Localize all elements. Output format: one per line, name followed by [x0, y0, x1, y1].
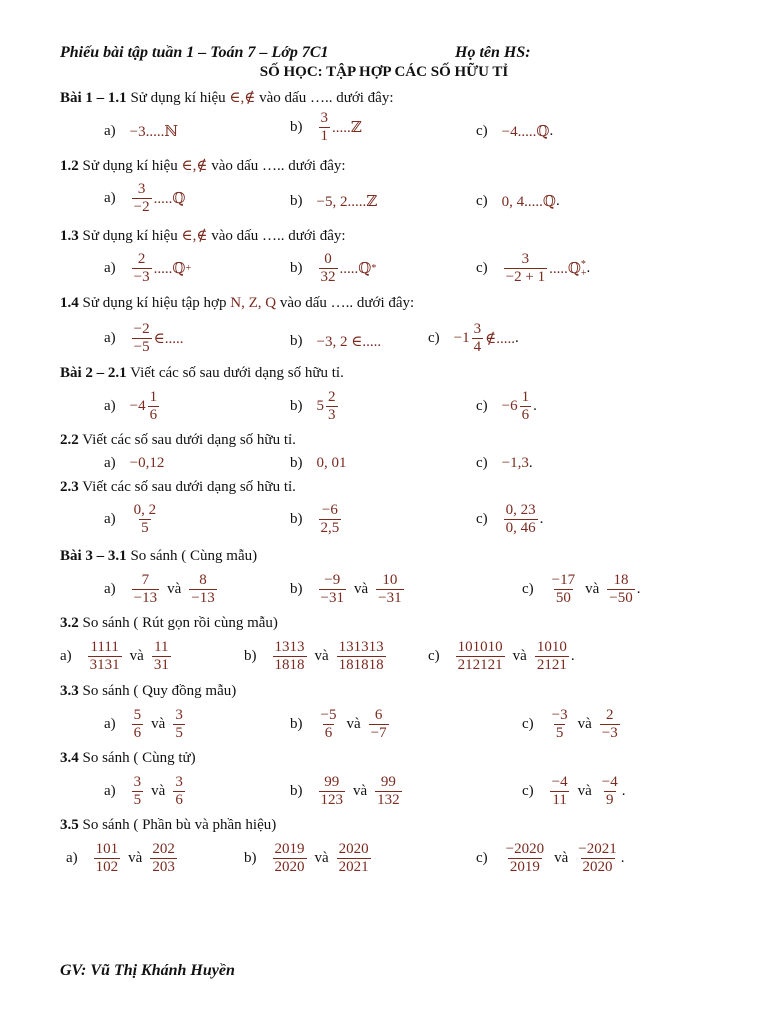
teacher-signature: GV: Vũ Thị Khánh Huyền	[60, 962, 235, 979]
section-1-2: 1.2 Sử dụng kí hiệu ∈,∉ vào dấu ….. dưới đây:	[60, 158, 346, 174]
exercise-3-2-c: c) $\frac{101010}{212121}$ và $\frac{1010}{2121}$ .	[428, 639, 575, 673]
exercise-1-2-c: c) 0, 4.....ℚ .	[476, 193, 560, 210]
exercise-2-1-c: c) −6 $\frac{1}{6}$ .	[476, 389, 537, 423]
exercise-1-1-c: c) −4.....ℚ .	[476, 123, 554, 140]
section-1-4: 1.4 Sử dụng kí hiệu tập hợp N, Z, Q vào dấu ….. dưới đây:	[60, 295, 415, 311]
exercise-1-3-c: c) $\frac{3}{-2 + 1}$ .....ℚ * + .	[476, 251, 591, 285]
section-3-4: 3.4 So sánh ( Cùng tử)	[60, 750, 196, 766]
section-2-3: 2.3 Viết các số sau dưới dạng số hữu tỉ.	[60, 479, 296, 495]
exercise-3-4-b: b) $\frac{99}{123}$ và $\frac{99}{132}$	[290, 774, 400, 808]
exercise-2-2-c: c) −1,3 .	[476, 455, 533, 471]
exercise-1-4-c: c) −1 $\frac{3}{4}$ ∉..... .	[428, 321, 519, 355]
exercise-3-5-b: b) $\frac{2019}{2020}$ và $\frac{2020}{2021}$	[244, 841, 369, 875]
exercise-1-4-a: a) $\frac{-2}{-5}$ ∈.....	[104, 321, 184, 355]
section-2-2: 2.2 Viết các số sau dưới dạng số hữu tỉ.	[60, 432, 296, 448]
exercise-2-3-c: c) $\frac{0, 23}{0, 46}$ .	[476, 502, 544, 536]
exercise-3-2-b: b) $\frac{1313}{1818}$ và $\frac{131313}{181818}$	[244, 639, 384, 673]
exercise-3-5-a: a) $\frac{101}{102}$ và $\frac{202}{203}$	[66, 841, 175, 875]
worksheet-title: Phiếu bài tập tuần 1 – Toán 7 – Lớp 7C1	[60, 44, 329, 61]
exercise-1-1-b: b) $\frac{3}{1}$ .....ℤ	[290, 110, 362, 144]
exercise-2-2-b: b) 0, 01	[290, 455, 347, 471]
section-3-2: 3.2 So sánh ( Rút gọn rồi cùng mẫu)	[60, 615, 278, 631]
section-3-1: Bài 3 – 3.1 So sánh ( Cùng mẫu)	[60, 548, 258, 564]
exercise-3-3-a: a) $\frac{5}{6}$ và $\frac{3}{5}$	[104, 707, 183, 741]
section-1-1: Bài 1 – 1.1 Sử dụng kí hiệu ∈,∉ vào dấu ….. dưới đây:	[60, 90, 394, 106]
section-3-3: 3.3 So sánh ( Quy đồng mẫu)	[60, 683, 237, 699]
exercise-2-3-a: a) $\frac{0, 2}{5}$	[104, 502, 157, 536]
exercise-2-3-b: b) $\frac{-6}{2,5}$	[290, 502, 340, 536]
exercise-3-4-a: a) $\frac{3}{5}$ và $\frac{3}{6}$	[104, 774, 183, 808]
exercise-3-4-c: c) $\frac{-4}{11}$ và $\frac{-4}{9}$ .	[522, 774, 626, 808]
exercise-1-2-b: b) −5, 2.....ℤ	[290, 193, 378, 210]
exercise-1-4-b: b) −3, 2 ∈.....	[290, 333, 382, 350]
exercise-3-2-a: a) $\frac{1111}{3131}$ và $\frac{11}{31}$	[60, 639, 169, 673]
exercise-3-1-c: c) $\frac{-17}{50}$ và $\frac{18}{-50}$ .	[522, 572, 641, 606]
student-name-label: Họ tên HS:	[455, 44, 531, 61]
exercise-2-1-a: a) −4 $\frac{1}{6}$	[104, 389, 158, 423]
exercise-1-2-a: a) $\frac{3}{-2}$ .....ℚ	[104, 181, 186, 215]
exercise-3-3-b: b) $\frac{-5}{6}$ và $\frac{6}{-7}$	[290, 707, 387, 741]
exercise-2-2-a: a) −0,12	[104, 455, 165, 471]
exercise-1-3-b: b) $\frac{0}{32}$ .....ℚ *	[290, 251, 377, 285]
section-1-3: 1.3 Sử dụng kí hiệu ∈,∉ vào dấu ….. dưới đây:	[60, 228, 346, 244]
exercise-3-1-b: b) $\frac{-9}{-31}$ và $\frac{10}{-31}$	[290, 572, 402, 606]
section-3-5: 3.5 So sánh ( Phần bù và phần hiệu)	[60, 817, 277, 833]
exercise-1-1-a: a) −3.....ℕ	[104, 123, 179, 140]
exercise-3-1-a: a) $\frac{7}{-13}$ và $\frac{8}{-13}$	[104, 572, 215, 606]
exercise-3-5-c: c) $\frac{-2020}{2019}$ và $\frac{-2021}{2020}$ .	[476, 841, 625, 875]
exercise-1-3-a: a) $\frac{2}{-3}$ .....ℚ +	[104, 251, 192, 285]
worksheet-subtitle: SỐ HỌC: TẬP HỢP CÁC SỐ HỮU TỈ	[259, 64, 509, 80]
exercise-3-3-c: c) $\frac{-3}{5}$ và $\frac{2}{-3}$	[522, 707, 618, 741]
exercise-2-1-b: b) 5 $\frac{2}{3}$	[290, 389, 336, 423]
section-2-1: Bài 2 – 2.1 Viết các số sau dưới dạng số hữu tỉ.	[60, 365, 344, 381]
